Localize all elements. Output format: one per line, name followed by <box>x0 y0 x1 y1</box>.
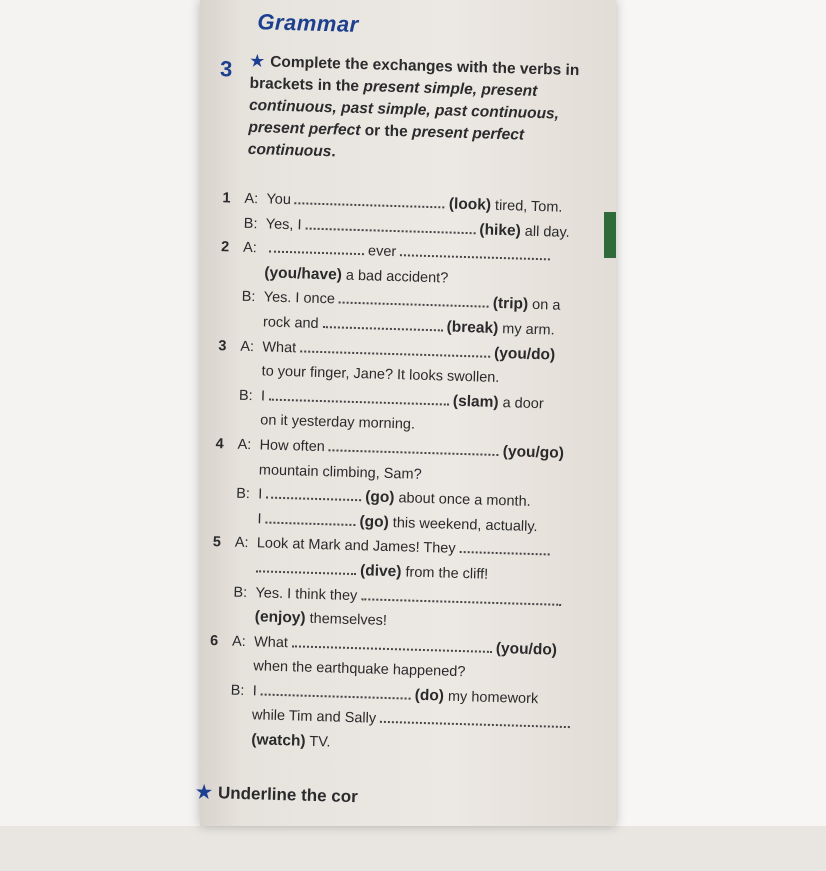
item-5-a-cont: (dive) from the cliff! <box>212 555 583 590</box>
item-1-a: 1 A: You (look) tired, Tom. <box>222 190 563 216</box>
answer-blank[interactable] <box>329 447 499 456</box>
next-exercise-instruction: ★ Underline the cor <box>195 781 359 807</box>
answer-blank[interactable] <box>323 324 443 331</box>
answer-blank[interactable] <box>400 252 550 260</box>
textbook-page <box>195 0 616 826</box>
answer-blank[interactable] <box>292 643 492 653</box>
answer-blank[interactable] <box>269 249 364 256</box>
answer-blank[interactable] <box>339 300 489 308</box>
answer-blank[interactable] <box>361 596 561 606</box>
item-5-b-cont: (enjoy) themselves! <box>254 608 388 630</box>
answer-blank[interactable] <box>380 719 570 728</box>
item-4-a-cont: mountain climbing, Sam? <box>258 461 422 483</box>
item-4-a: 4 A: How often (you/go) <box>215 436 565 462</box>
exercise-items <box>207 186 593 762</box>
background-right <box>611 0 826 826</box>
item-2-b: B: Yes. I once (trip) on a <box>241 289 561 315</box>
item-2-b-cont: rock and (break) my arm. <box>262 314 555 339</box>
item-6-a-cont: when the earthquake happened? <box>253 658 466 681</box>
answer-blank[interactable] <box>269 396 449 405</box>
answer-blank[interactable] <box>305 225 475 234</box>
answer-blank[interactable] <box>459 549 549 556</box>
item-2-a: 2 A: ever <box>221 235 592 270</box>
answer-blank[interactable] <box>265 519 355 526</box>
answer-blank[interactable] <box>261 691 411 699</box>
item-5-a: 5 A: Look at Mark and James! They <box>213 530 584 565</box>
star-icon: ★ <box>195 781 213 803</box>
answer-blank[interactable] <box>266 495 361 502</box>
answer-blank[interactable] <box>295 200 445 208</box>
exercise-number: 3 <box>219 56 233 82</box>
section-heading: Grammar <box>257 9 360 37</box>
item-3-b-cont: on it yesterday morning. <box>260 412 416 434</box>
item-3-b: B: I (slam) a door <box>238 387 544 412</box>
answer-blank[interactable] <box>256 568 356 575</box>
item-5-b: B: Yes. I think they <box>211 580 582 615</box>
item-6-a: 6 A: What (you/do) <box>209 632 558 659</box>
exercise-instruction: ★ Complete the exchanges with the verbs in brackets in the present simple, present continuous, past simple, past continuous, present perfect or the present perfect continuous. <box>247 52 580 161</box>
item-3-a: 3 A: What (you/do) <box>218 337 556 364</box>
item-6-b: B: I (do) my homework <box>230 682 539 708</box>
background-left <box>0 0 205 826</box>
item-6-b-cont2: (watch) TV. <box>251 731 331 751</box>
item-4-b: B: I (go) about once a month. <box>235 485 531 511</box>
page-content <box>194 0 618 871</box>
item-3-a-cont: to your finger, Jane? It looks swollen. <box>261 363 500 387</box>
answer-blank[interactable] <box>300 348 490 357</box>
item-6-b-cont: while Tim and Sally <box>208 702 579 737</box>
item-2-a-cont: (you/have) a bad accident? <box>264 264 449 287</box>
item-1-b: B: Yes, I (hike) all day. <box>243 215 570 241</box>
star-icon: ★ <box>250 52 265 71</box>
item-4-b-cont: I (go) this weekend, actually. <box>257 511 538 535</box>
